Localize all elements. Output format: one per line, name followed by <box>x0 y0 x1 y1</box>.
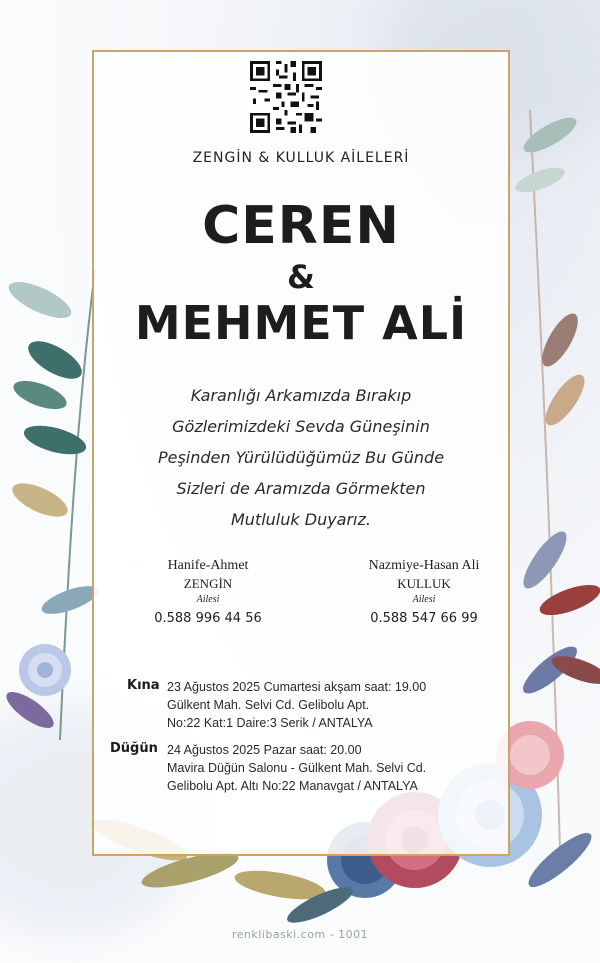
wedding-event-details <box>167 741 426 795</box>
family-label: Ailesi <box>412 594 436 605</box>
henna-event-label: Kına <box>127 678 160 693</box>
message-line: Sizleri de Aramızda Görmekten <box>176 479 426 498</box>
bride-name: CEREN <box>202 196 400 256</box>
groom-family-block <box>324 557 524 629</box>
henna-event-details <box>167 678 426 732</box>
family-surname: KULLUK <box>397 576 451 591</box>
groom-name: MEHMET ALİ <box>134 296 468 350</box>
parent-names: Hanife-Ahmet <box>167 558 249 573</box>
event-line: 24 Ağustos 2025 Pazar saat: 20.00 <box>167 743 362 757</box>
family-surname: ZENGİN <box>183 576 233 591</box>
message-line: Gözlerimizdeki Sevda Güneşinin <box>172 417 430 436</box>
message-line: Karanlığı Arkamızda Bırakıp <box>190 386 412 405</box>
message-line: Peşinden Yürülüdüğümüz Bu Günde <box>157 448 445 467</box>
event-line: Mavira Düğün Salonu - Gülkent Mah. Selvi Cd. <box>167 761 427 775</box>
qr-code <box>250 61 322 133</box>
message-line: Mutluluk Duyarız. <box>231 510 371 529</box>
event-line: 23 Ağustos 2025 Cumartesi akşam saat: 19.00 <box>167 680 427 694</box>
event-line: Gülkent Mah. Selvi Cd. Gelibolu Apt. <box>167 698 370 712</box>
bride-family-block <box>108 557 308 629</box>
footer-watermark: renklibaski.com - 1001 <box>231 928 369 941</box>
family-label: Ailesi <box>196 594 220 605</box>
family-phone: 0.588 547 66 99 <box>370 611 478 626</box>
invitation-message <box>92 380 510 535</box>
families-heading: ZENGİN & KULLUK AİLELERİ <box>192 150 410 166</box>
parent-names: Nazmiye-Hasan Ali <box>368 558 480 573</box>
event-line: No:22 Kat:1 Daire:3 Serik / ANTALYA <box>167 716 373 730</box>
ampersand: & <box>287 258 315 296</box>
family-phone: 0.588 996 44 56 <box>154 611 262 626</box>
event-line: Gelibolu Apt. Altı No:22 Manavgat / ANTALYA <box>167 779 418 793</box>
wedding-event-label: Düğün <box>110 741 158 756</box>
